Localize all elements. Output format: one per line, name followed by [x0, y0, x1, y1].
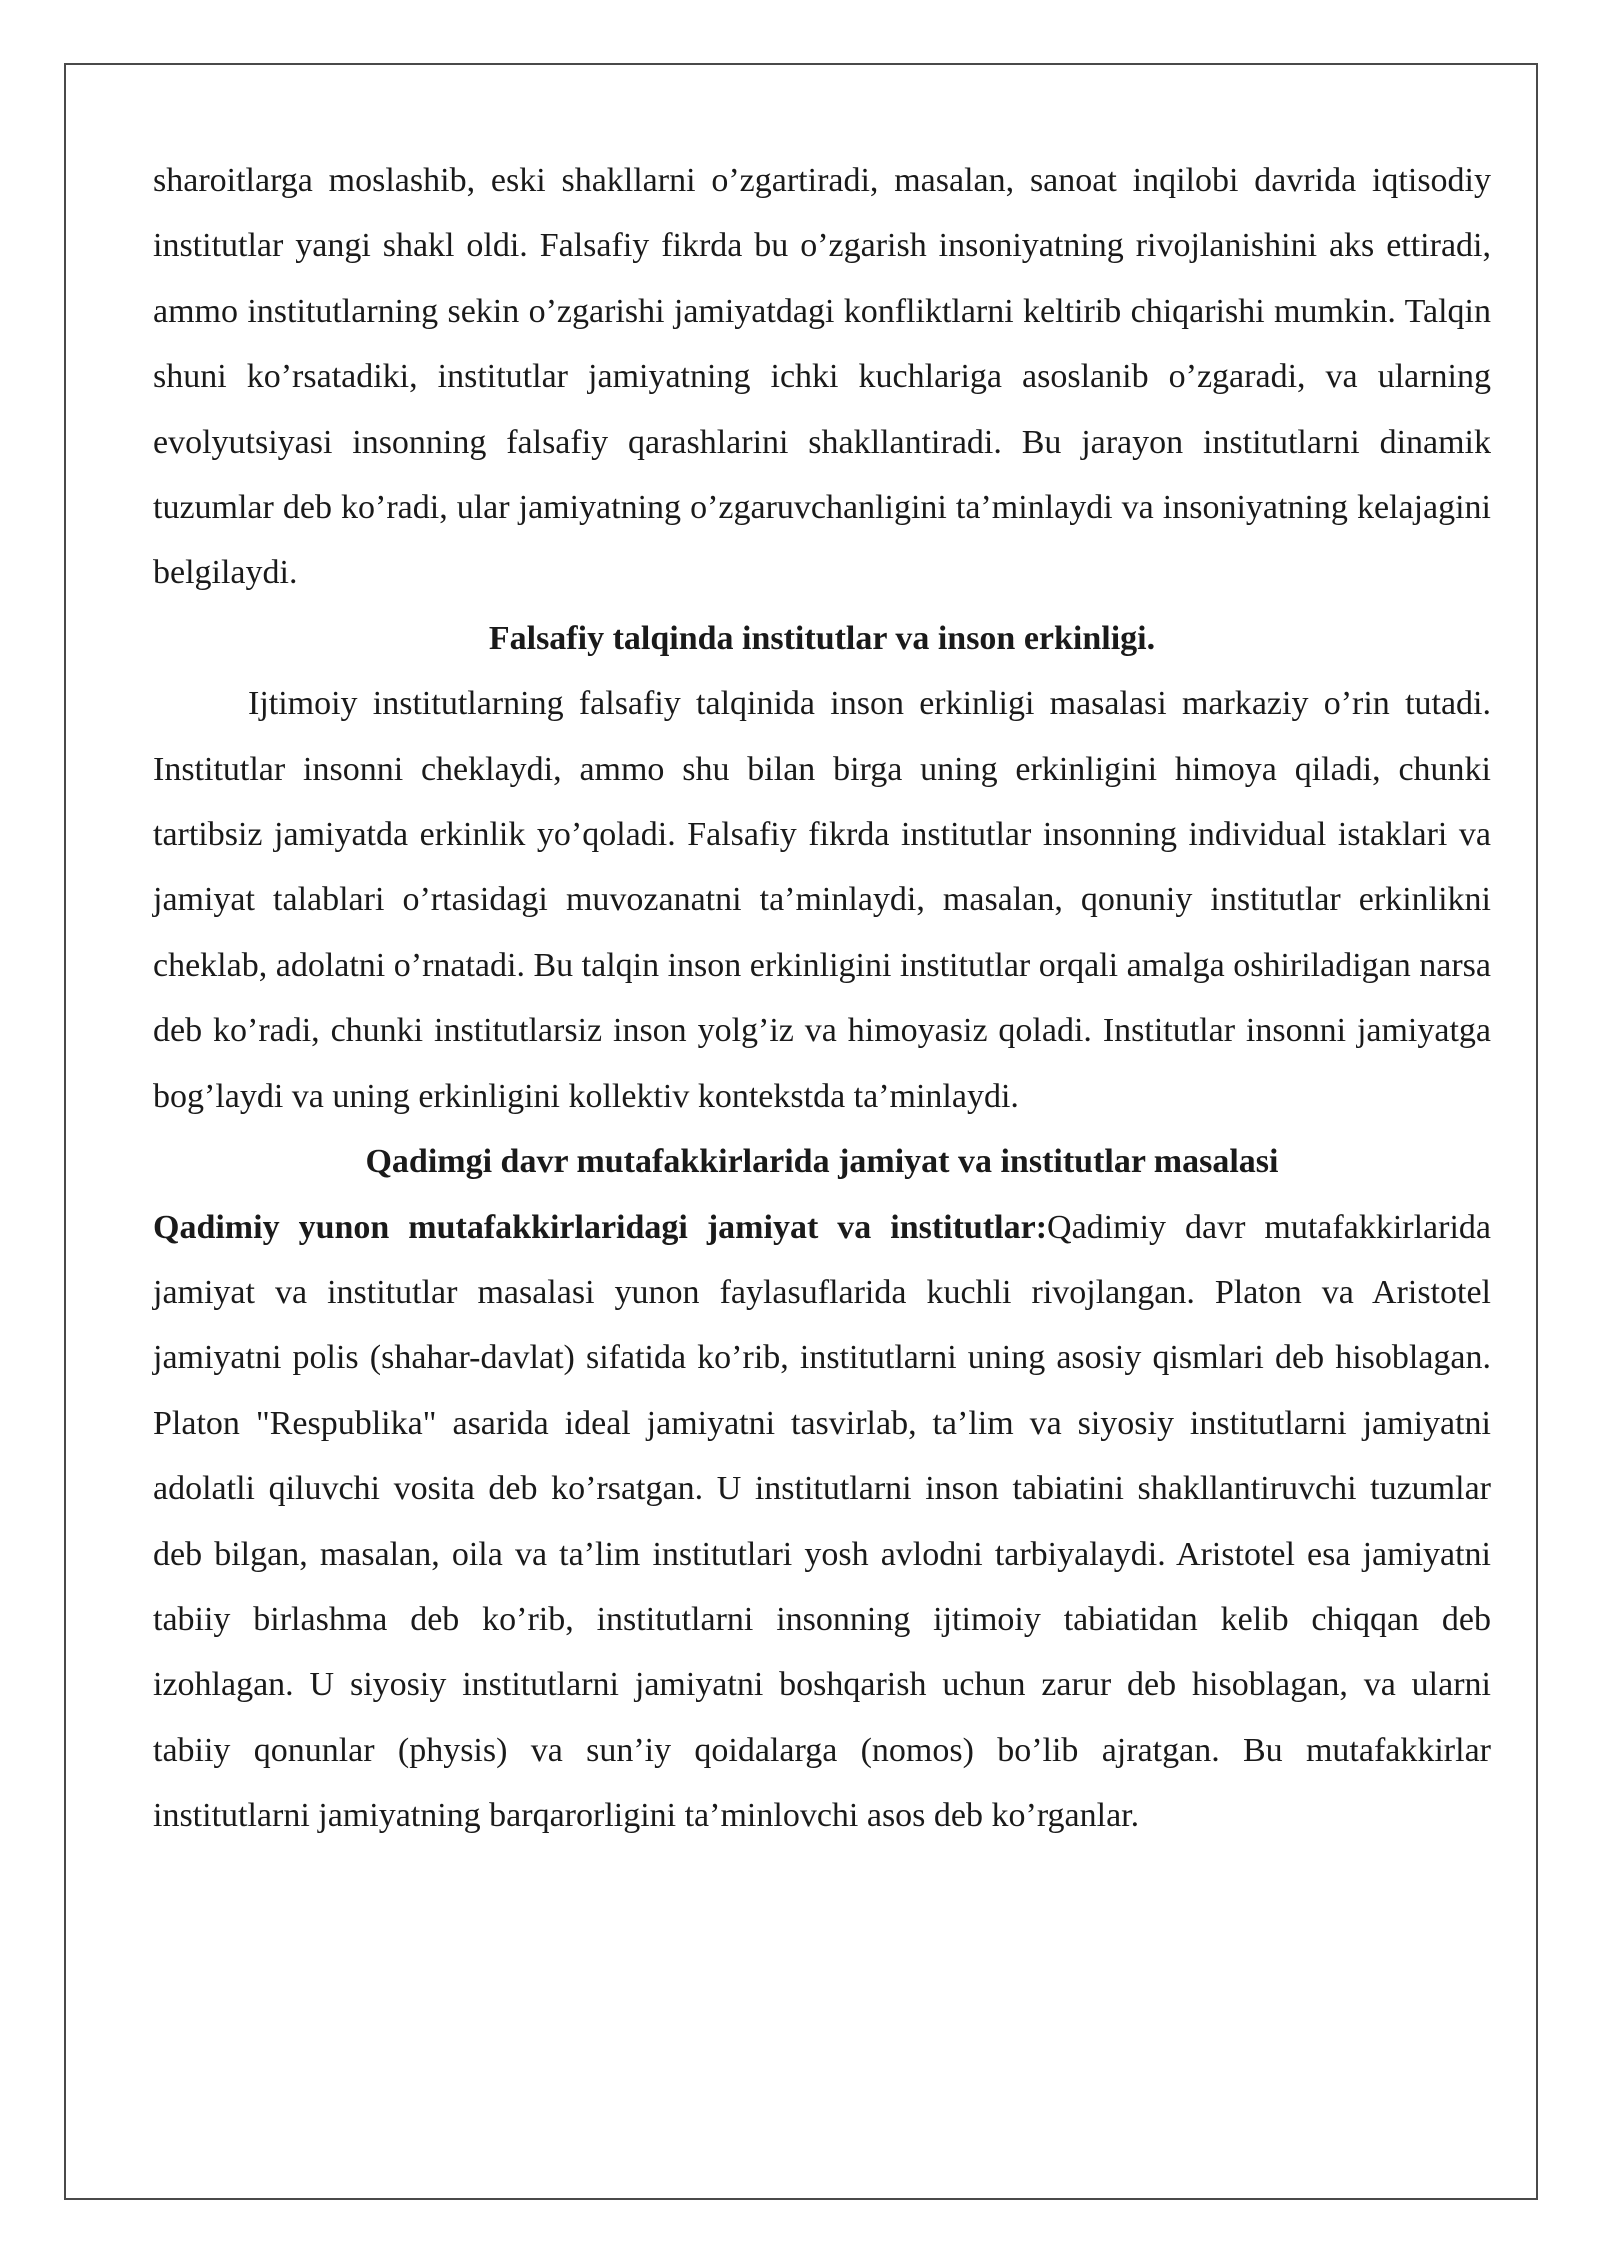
paragraph-ancient-greek: [153, 1195, 1491, 1849]
paragraph-continuation: sharoitlarga moslashib, eski shakllarni o’zgartiradi, masalan, sanoat inqilobi davrida iqtisodiy institutlar yangi shakl oldi. Falsafiy fikrda bu o’zgarish insoniyatning rivojlanishini aks ettiradi, ammo institutlarning sekin o’zgarishi jamiyatdagi konfliktlarni keltirib chiqarishi mumkin. Talqin shuni ko’rsatadiki, institutlar jamiyatning ichki kuchlariga asoslanib o’zgaradi, va ularning evolyutsiyasi insonning falsafiy qarashlarini shakllantiradi. Bu jarayon institutlarni dinamik tuzumlar deb ko’radi, ular jamiyatning o’zgaruvchanligini ta’minlaydi va insoniyatning kelajagini belgilaydi.: [153, 162, 1491, 592]
section-heading-ancient-thinkers: Qadimgi davr mutafakkirlarida jamiyat va institutlar masalasi: [365, 1143, 1279, 1181]
document-body: [153, 148, 1491, 1849]
section-heading-institutions-freedom: Falsafiy talqinda institutlar va inson erkinligi.: [488, 619, 1156, 657]
paragraph-human-freedom: Ijtimoiy institutlarning falsafiy talqinida inson erkinligi masalasi markaziy o’rin tutadi. Institutlar insonni cheklaydi, ammo shu bilan birga uning erkinligini himoya qiladi, chunki tartibsiz jamiyatda erkinlik yo’qoladi. Falsafiy fikrda institutlar insonning individual istaklari va jamiyat talablari o’rtasidagi muvozanatni ta’minlaydi, masalan, qonuniy institutlar erkinlikni cheklab, adolatni o’rnatadi. Bu talqin inson erkinligini institutlar orqali amalga oshiriladigan narsa deb ko’radi, chunki institutlarsiz inson yolg’iz va himoyasiz qoladi. Institutlar insonni jamiyatga bog’laydi va uning erkinligini kollektiv kontekstda ta’minlaydi.: [153, 685, 1491, 1115]
paragraph-body-text: Qadimiy davr mutafakkirlarida jamiyat va institutlar masalasi yunon faylasuflarida kuchli rivojlangan. Platon va Aristotel jamiyatni polis (shahar-davlat) sifatida ko’rib, institutlarni uning asosiy qismlari deb hisoblagan. Platon "Respublika" asarida ideal jamiyatni tasvirlab, ta’lim va siyosiy institutlarni jamiyatni adolatli qiluvchi vosita deb ko’rsatgan. U institutlarni inson tabiatini shakllantiruvchi tuzumlar deb bilgan, masalan, oila va ta’lim institutlari yosh avlodni tarbiyalaydi. Aristotel esa jamiyatni tabiiy birlashma deb ko’rib, institutlarni insonning ijtimoiy tabiatidan kelib chiqqan deb izohlagan. U siyosiy institutlarni jamiyatni boshqarish uchun zarur deb hisoblagan, va ularni tabiiy qonunlar (physis) va sun’iy qoidalarga (nomos) bo’lib ajratgan. Bu mutafakkirlar institutlarni jamiyatning barqarorligini ta’minlovchi asos deb ko’rganlar.: [153, 1208, 1491, 1835]
paragraph-lead-bold: Qadimiy yunon mutafakkirlaridagi jamiyat va institutlar:: [153, 1208, 1048, 1246]
